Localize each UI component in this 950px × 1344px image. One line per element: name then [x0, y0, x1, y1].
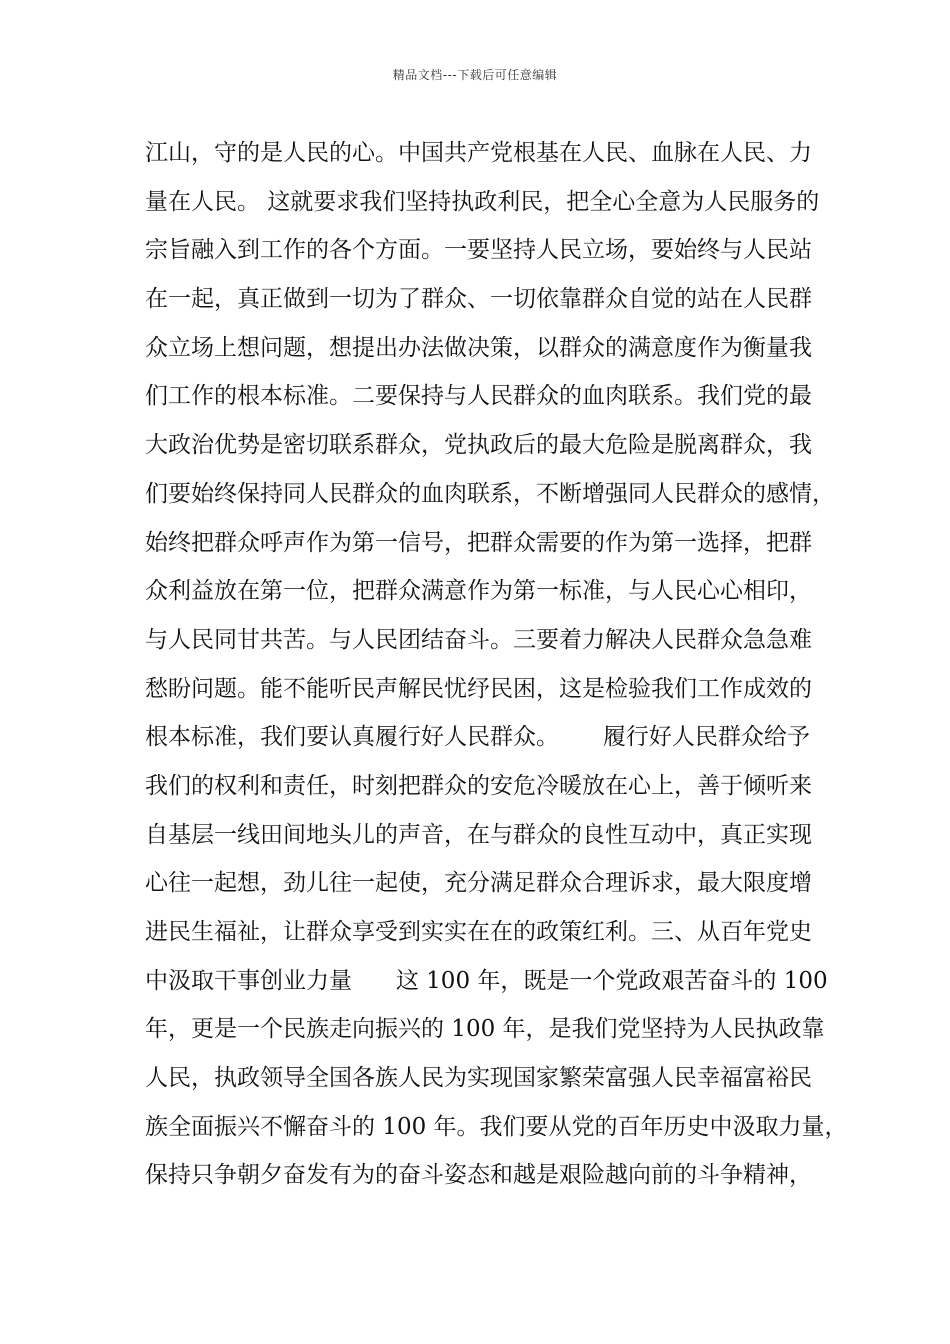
text-line: 众立场上想问题，想提出办法做决策，以群众的满意度作为衡量我	[145, 334, 812, 361]
text-line: 中汲取干事创业力量 这 100 年，既是一个党政艰苦奋斗的 100	[145, 967, 828, 994]
text-line: 与人民同甘共苦。与人民团结奋斗。三要着力解决人民群众急急难	[145, 626, 812, 653]
page-header: 精品文档---下载后可任意编辑	[392, 68, 558, 82]
text-line: 心往一起想，劲儿往一起使，充分满足群众合理诉求，最大限度增	[145, 870, 812, 897]
text-line: 宗旨融入到工作的各个方面。一要坚持人民立场，要始终与人民站	[145, 237, 812, 264]
text-line: 我们的权利和责任，时刻把群众的安危冷暖放在心上，善于倾听来	[145, 772, 812, 799]
text-line: 们工作的根本标准。二要保持与人民群众的血肉联系。我们党的最	[145, 383, 812, 410]
text-line: 始终把群众呼声作为第一信号，把群众需要的作为第一选择，把群	[145, 529, 812, 556]
text-line: 众利益放在第一位，把群众满意作为第一标准，与人民心心相印，	[145, 578, 812, 605]
text-line: 在一起，真正做到一切为了群众、一切依靠群众自觉的站在人民群	[145, 286, 812, 313]
text-line: 自基层一线田间地头儿的声音，在与群众的良性互动中，真正实现	[145, 821, 812, 848]
text-line: 族全面振兴不懈奋斗的 100 年。我们要从党的百年历史中汲取力量，	[145, 1113, 848, 1140]
text-line: 进民生福祉，让群众享受到实实在在的政策红利。三、从百年党史	[145, 919, 812, 945]
text-line: 量在人民。 这就要求我们坚持执政利民，把全心全意为人民服务的	[145, 188, 820, 215]
text-line: 根本标准，我们要认真履行好人民群众。 履行好人民群众给予	[145, 724, 810, 751]
text-line: 年，更是一个民族走向振兴的 100 年，是我们党坚持为人民执政靠	[145, 1016, 825, 1043]
text-line: 保持只争朝夕奋发有为的奋斗姿态和越是艰险越向前的斗争精神，	[145, 1162, 812, 1189]
text-line: 大政治优势是密切联系群众，党执政后的最大危险是脱离群众，我	[145, 432, 812, 459]
text-line: 江山，守的是人民的心。中国共产党根基在人民、血脉在人民、力	[145, 140, 812, 166]
text-line: 们要始终保持同人民群众的血肉联系，不断增强同人民群众的感情，	[145, 480, 835, 507]
text-line: 愁盼问题。能不能听民声解民忧纾民困，这是检验我们工作成效的	[145, 675, 812, 702]
document-body	[145, 134, 848, 1205]
text-line: 人民，执政领导全国各族人民为实现国家繁荣富强人民幸福富裕民	[145, 1065, 812, 1092]
